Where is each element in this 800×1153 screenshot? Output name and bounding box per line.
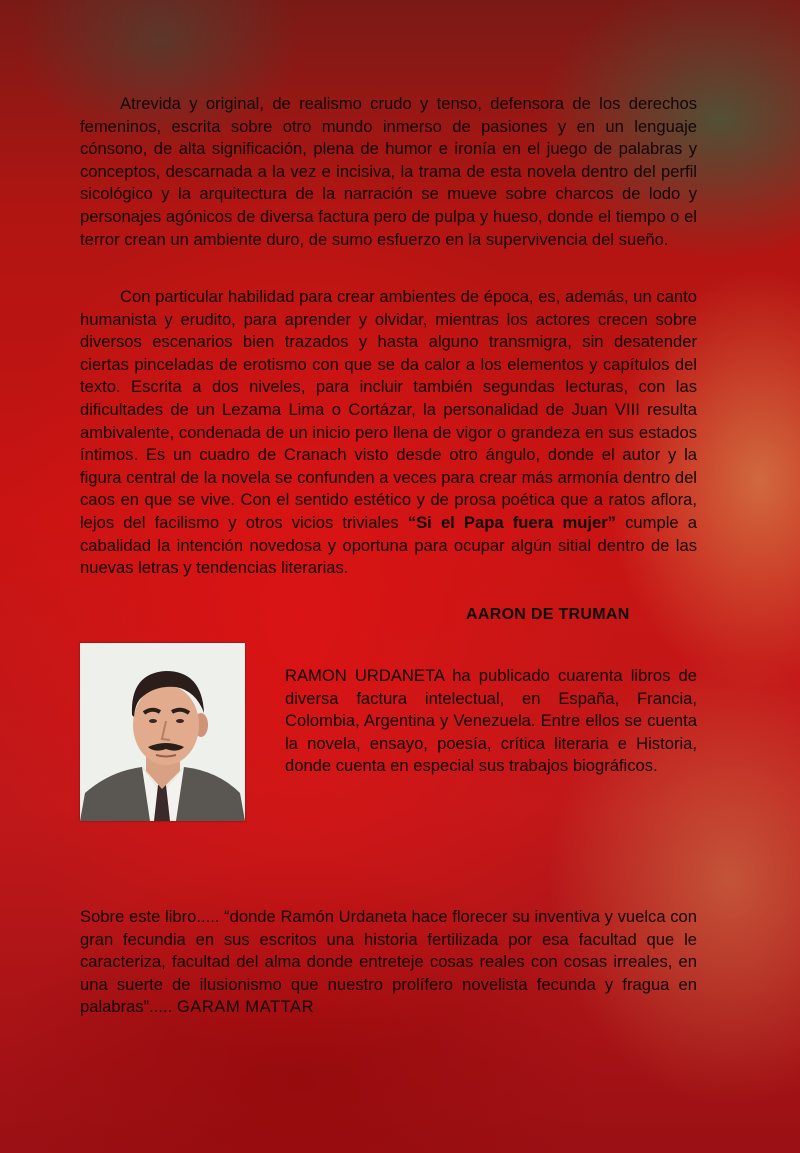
review-intro — [80, 93, 697, 251]
footer-attribution: GARAM MATTAR — [176, 997, 315, 1017]
footer-quote-body: Sobre este libro..... “donde Ramón Urdaneta hace florecer su inventiva y vuelca con gran fecundia en sus escritos una historia fertilizada por esa facultad que le caracteriza, facultad del alma donde entreteje cosas reales con cosas irreales, en una suerte de ilusionismo que nuestro prolífero novelista fecunda y fragua en palabras”..... — [80, 907, 697, 1017]
review-paragraph-2-start: Con particular habilidad para crear ambientes de época, es, además, un canto humanista y erudito, para aprender y olvidar, mientras los actores crecen sobre diversos escenarios bien trazados y hasta alguno transmigra, sin desatender ciertas pinceladas de erotismo con que se da calor a los elementos y capítulos del texto. Escrita a dos niveles, para incluir también segundas lecturas, con las dificultades de un Lezama Lima o Cortázar, la personalidad de Juan VIII resulta ambivalente, condenada de un inicio pero llena de vigor o grandeza en sus estados íntimos. Es un cuadro de Cranach visto desde otro ángulo, donde el autor y la figura central de la novela se confunden a veces para crear más armonía dentro del caos en que se vive. Con el sentido estético y de prosa poética que a ratos aflora, lejos del facilismo y otros vicios triviales — [80, 287, 697, 532]
footer-quote — [80, 906, 697, 1019]
author-bio-text: RAMON URDANETA ha publicado cuarenta libros de diversa factura intelectual, en España, Francia, Colombia, Argentina y Venezuela. Entre ellos se cuenta la novela, ensayo, poesía, crítica literaria e Historia, donde cuenta en especial sus trabajos biográficos. — [285, 666, 697, 776]
author-portrait-icon — [80, 643, 245, 821]
footer-quote-text — [80, 906, 697, 1019]
author-bio — [285, 665, 697, 778]
review-body — [80, 286, 697, 580]
review-signature: AARON DE TRUMAN — [466, 606, 630, 623]
review-paragraph-2 — [80, 286, 697, 580]
book-title: “Si el Papa fuera mujer” — [407, 512, 616, 532]
review-paragraph-2-end: cumple a cabalidad la intención novedosa y oportuna para ocupar algún sitial dentro de las nuevas letras y tendencias literarias. — [80, 512, 697, 578]
review-paragraph-1: Atrevida y original, de realismo crudo y tenso, defensora de los derechos femeninos, escrita sobre otro mundo inmerso de pasiones y en un lenguaje cónsono, de alta significación, plena de humor e ironía en el juego de palabras y conceptos, descarnada a la vez e incisiva, la trama de esta novela dentro del perfil sicológico y la arquitectura de la narración se mueve sobre charcos de lodo y personajes agónicos de diversa factura pero de pulpa y hueso, donde el tiempo o el terror crean un ambiente duro, de sumo esfuerzo en la supervivencia del sueño. — [80, 94, 697, 249]
author-photo — [80, 643, 245, 821]
